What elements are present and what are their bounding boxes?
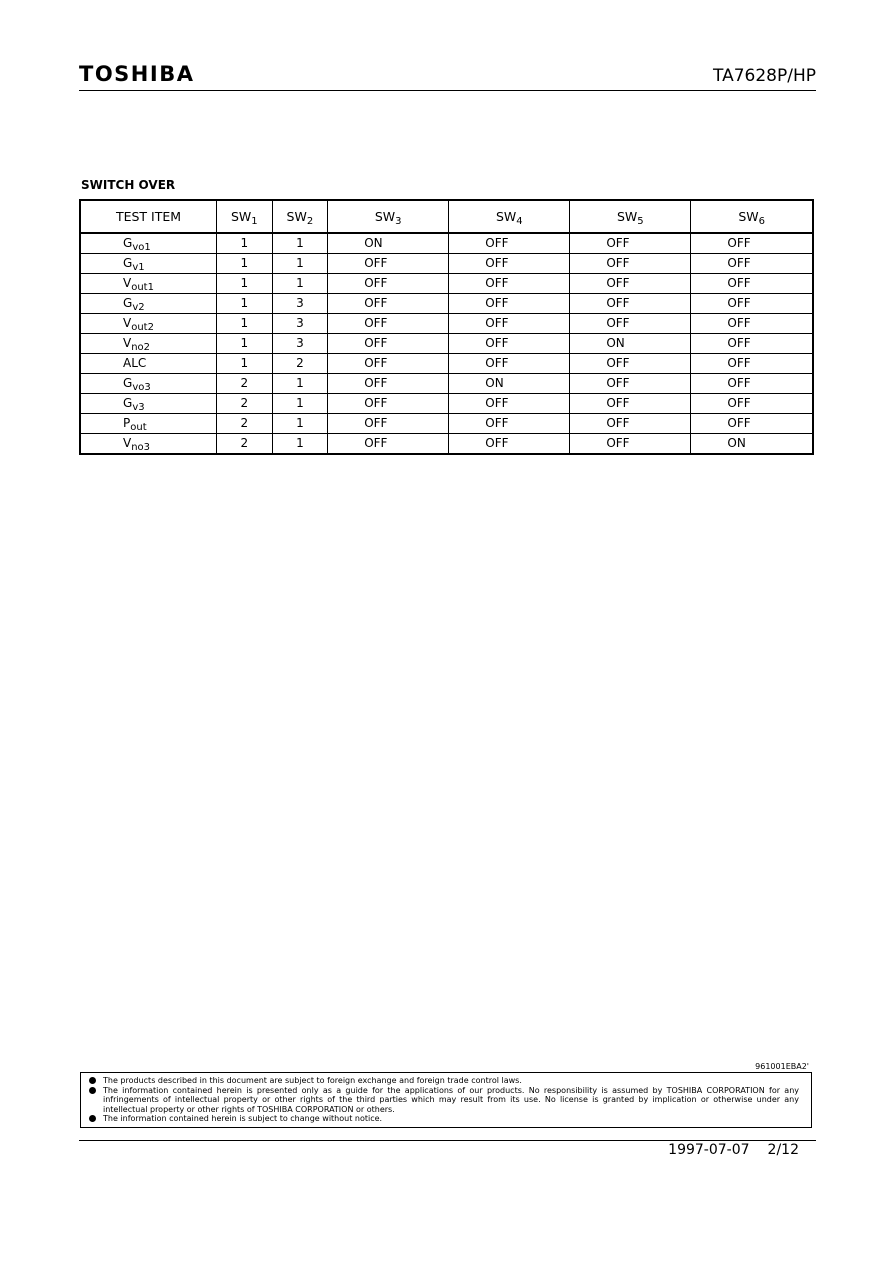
sw6-cell: OFF — [691, 414, 813, 434]
sw2-cell: 1 — [272, 414, 328, 434]
sw4-cell: ON — [449, 374, 570, 394]
sw3-cell: OFF — [328, 334, 449, 354]
sw5-cell: OFF — [570, 233, 691, 254]
sw3-cell: OFF — [328, 394, 449, 414]
sw1-cell: 2 — [217, 414, 273, 434]
sw1-cell: 1 — [217, 274, 273, 294]
column-header-sw2: $SW_2$ — [272, 200, 328, 233]
sw2-cell: 1 — [272, 434, 328, 455]
sw1-cell: 2 — [217, 434, 273, 455]
sw1-cell: 1 — [217, 254, 273, 274]
notice-item: The information contained herein is subject to change without notice. — [103, 1114, 799, 1124]
sw5-cell: OFF — [570, 394, 691, 414]
sw5-cell: OFF — [570, 294, 691, 314]
column-header-sw1: $SW_1$ — [217, 200, 273, 233]
sw5-cell: OFF — [570, 434, 691, 455]
sw1-cell: 1 — [217, 334, 273, 354]
table-row — [80, 434, 813, 455]
sw6-cell: OFF — [691, 314, 813, 334]
column-header-test-item: TEST ITEM — [80, 200, 217, 233]
sw2-cell: 1 — [272, 374, 328, 394]
table-row — [80, 374, 813, 394]
switch-over-table — [79, 199, 814, 455]
test-item-cell: $G_{v1}$ — [80, 254, 217, 274]
sw5-cell: ON — [570, 334, 691, 354]
sw4-cell: OFF — [449, 334, 570, 354]
sw2-cell: 3 — [272, 334, 328, 354]
bullet-icon — [89, 1077, 96, 1084]
section-title: SWITCH OVER — [81, 178, 176, 192]
sw3-cell: OFF — [328, 434, 449, 455]
sw3-cell: OFF — [328, 314, 449, 334]
footer — [668, 1142, 799, 1158]
sw1-cell: 1 — [217, 314, 273, 334]
document-code: 961001EBA2' — [755, 1062, 809, 1071]
part-number: TA7628P/HP — [713, 66, 816, 86]
sw6-cell: OFF — [691, 274, 813, 294]
sw3-cell: OFF — [328, 254, 449, 274]
sw4-cell: OFF — [449, 314, 570, 334]
column-header-sw5: $SW_5$ — [570, 200, 691, 233]
sw1-cell: 2 — [217, 394, 273, 414]
sw6-cell: OFF — [691, 233, 813, 254]
table-row — [80, 394, 813, 414]
table-row — [80, 354, 813, 374]
test-item-cell: $G_{v3}$ — [80, 394, 217, 414]
sw3-cell: OFF — [328, 374, 449, 394]
sw5-cell: OFF — [570, 314, 691, 334]
brand-logo: TOSHIBA — [79, 62, 195, 86]
table-row — [80, 314, 813, 334]
page-number: 2/12 — [767, 1142, 799, 1158]
sw5-cell: OFF — [570, 354, 691, 374]
legal-notice — [80, 1072, 812, 1128]
sw4-cell: OFF — [449, 394, 570, 414]
test-item-cell: $V_{no3}$ — [80, 434, 217, 455]
test-item-cell: ALC — [80, 354, 217, 374]
sw1-cell: 1 — [217, 354, 273, 374]
table-row — [80, 414, 813, 434]
sw6-cell: OFF — [691, 394, 813, 414]
sw2-cell: 1 — [272, 233, 328, 254]
sw3-cell: OFF — [328, 274, 449, 294]
table-row — [80, 233, 813, 254]
sw4-cell: OFF — [449, 294, 570, 314]
sw6-cell: OFF — [691, 374, 813, 394]
sw2-cell: 1 — [272, 394, 328, 414]
sw2-cell: 1 — [272, 254, 328, 274]
sw1-cell: 1 — [217, 294, 273, 314]
sw6-cell: OFF — [691, 354, 813, 374]
sw4-cell: OFF — [449, 354, 570, 374]
sw5-cell: OFF — [570, 374, 691, 394]
test-item-cell: $P_{out}$ — [80, 414, 217, 434]
test-item-cell: $G_{vo1}$ — [80, 233, 217, 254]
test-item-cell: $V_{out2}$ — [80, 314, 217, 334]
sw4-cell: OFF — [449, 434, 570, 455]
notice-item: The information contained herein is presented only as a guide for the applications of our products. No responsibility is assumed by TOSHIBA CORPORATION for any infringements of intellectual property or other rights of the third parties which may result from its use. No license is granted by implication or otherwise under any intellectual property or other rights of TOSHIBA CORPORATION or others. — [103, 1086, 799, 1115]
sw6-cell: OFF — [691, 294, 813, 314]
sw2-cell: 2 — [272, 354, 328, 374]
table-row — [80, 254, 813, 274]
sw5-cell: OFF — [570, 274, 691, 294]
footer-rule — [79, 1140, 816, 1141]
sw3-cell: OFF — [328, 354, 449, 374]
test-item-cell: $G_{vo3}$ — [80, 374, 217, 394]
column-header-sw4: $SW_4$ — [449, 200, 570, 233]
notice-item: The products described in this document are subject to foreign exchange and foreign trade control laws. — [103, 1076, 799, 1086]
sw2-cell: 3 — [272, 294, 328, 314]
column-header-sw3: $SW_3$ — [328, 200, 449, 233]
test-item-cell: $G_{v2}$ — [80, 294, 217, 314]
sw3-cell: ON — [328, 233, 449, 254]
sw3-cell: OFF — [328, 294, 449, 314]
sw4-cell: OFF — [449, 414, 570, 434]
sw6-cell: ON — [691, 434, 813, 455]
column-header-sw6: $SW_6$ — [691, 200, 813, 233]
table-header-row — [80, 200, 813, 233]
sw2-cell: 3 — [272, 314, 328, 334]
footer-date: 1997-07-07 — [668, 1142, 750, 1158]
sw5-cell: OFF — [570, 414, 691, 434]
sw5-cell: OFF — [570, 254, 691, 274]
test-item-cell: $V_{out1}$ — [80, 274, 217, 294]
bullet-icon — [89, 1087, 96, 1094]
table-row — [80, 274, 813, 294]
sw4-cell: OFF — [449, 274, 570, 294]
sw4-cell: OFF — [449, 254, 570, 274]
sw1-cell: 2 — [217, 374, 273, 394]
table-row — [80, 294, 813, 314]
sw4-cell: OFF — [449, 233, 570, 254]
sw6-cell: OFF — [691, 334, 813, 354]
sw6-cell: OFF — [691, 254, 813, 274]
sw2-cell: 1 — [272, 274, 328, 294]
bullet-icon — [89, 1115, 96, 1122]
sw3-cell: OFF — [328, 414, 449, 434]
table-row — [80, 334, 813, 354]
header-rule — [79, 90, 816, 91]
sw1-cell: 1 — [217, 233, 273, 254]
test-item-cell: $V_{no2}$ — [80, 334, 217, 354]
